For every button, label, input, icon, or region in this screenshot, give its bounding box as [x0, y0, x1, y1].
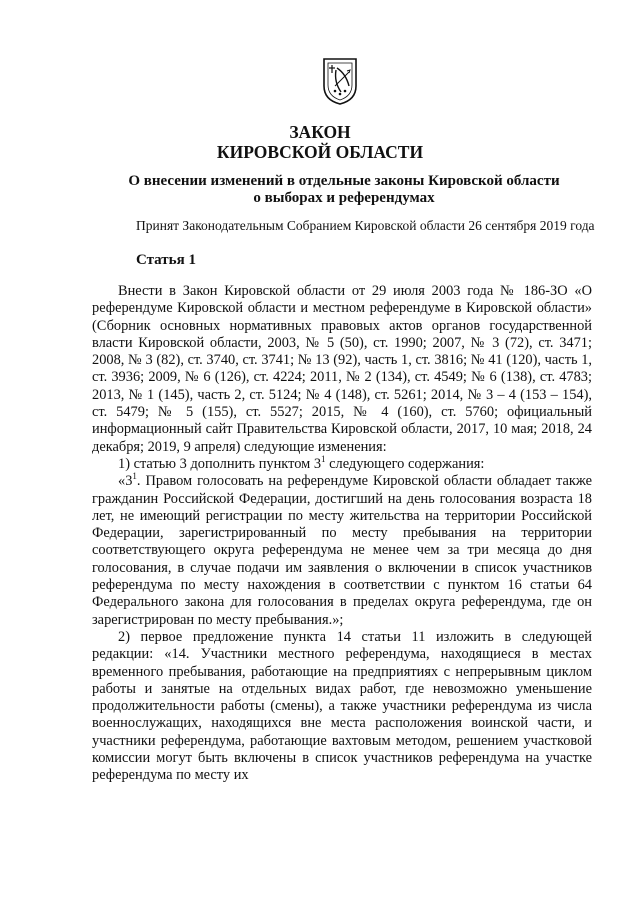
subtitle-line-1: О внесении изменений в отдельные законы Кировской области: [128, 173, 560, 189]
law-title: ЗАКОН: [289, 122, 351, 142]
article-body: [92, 283, 592, 785]
item-1-paragraph: [92, 453, 592, 473]
intro-paragraph: Внести в Закон Кировской области от 29 июля 2003 года № 186-ЗО «О референдуме Кировской области и местном референдуме в Кировской области» (Сборник основных нормативных правовых актов органов государственной власти Кировской области, 2003, № 5 (50), ст. 1990; 2007, № 3 (72), ст. 3471; 2008, № 3 (82), ст. 3740, ст. 3741; № 13 (92), часть 1, ст. 3816; № 41 (120), часть 1, ст. 3936; 2009, № 6 (126), ст. 4224; 2011, № 2 (134), ст. 4549; № 6 (138), ст. 4783; 2013, № 1 (145), часть 2, ст. 5124; № 4 (148), ст. 5261; 2014, № 3 – 4 (153 – 154), ст. 5479; № 5 (155), ст. 5527; 2015, № 4 (160), ст. 5760; официальный информационный сайт Правительства Кировской области, 2017, 10 мая; 2018, 24 декабря; 2019, 9 апреля) следующие изменения:: [92, 283, 592, 455]
item-2-paragraph: 2) первое предложение пункта 14 статьи 11 изложить в следующей редакции: «14. Участники местного референдума, находящиеся в местах временного пребывания, работающие на предприятиях с непрерывным циклом работы и занятые на отдельных видах работ, где невозможно уменьшение продолжительности работы (смены), а также участники референдума из числа военнослужащих, находящихся вне места расположения воинской части, и участники референдума, работающие вахтовым методом, решением участковой комиссии могут быть включены в список участников референдума на участке референдума по месту их: [92, 628, 592, 784]
item-1-text-a: 1) статью 3 дополнить пунктом 3: [118, 455, 322, 472]
quote-text-b: . Правом голосовать на референдуме Кировской области обладает также гражданин Российской Федерации, достигший на день голосования возраста 18 лет, не имеющий регистрации по месту жительства на территории Российской Федерации, зарегистрированный по месту пребывания на территории соответствующего округа референдума не менее чем за три месяца до дня голосования, в случае подачи им заявления о включении в список участников референдума по месту нахождения в соответствии с пунктом 16 статьи 64 Федерального закона для голосования в пределах округа референдума, где он зарегистрирован по месту пребывания.»;: [92, 473, 592, 628]
law-subtitle: [0, 173, 640, 207]
law-region: КИРОВСКОЙ ОБЛАСТИ: [216, 142, 424, 162]
article-heading: Статья 1: [136, 252, 196, 268]
item-1-superscript: 1: [321, 453, 326, 464]
subtitle-line-2: о выборах и референдумах: [253, 190, 435, 206]
item-1-text-b: следующего содержания:: [325, 455, 485, 472]
coat-of-arms-emblem: [321, 56, 359, 106]
adoption-note: Принят Законодательным Собранием Кировской области 26 сентября 2019 года: [136, 218, 595, 233]
quote-paragraph: [92, 473, 592, 629]
quote-superscript: 1: [132, 471, 137, 482]
quote-text-a: «3: [118, 473, 133, 490]
